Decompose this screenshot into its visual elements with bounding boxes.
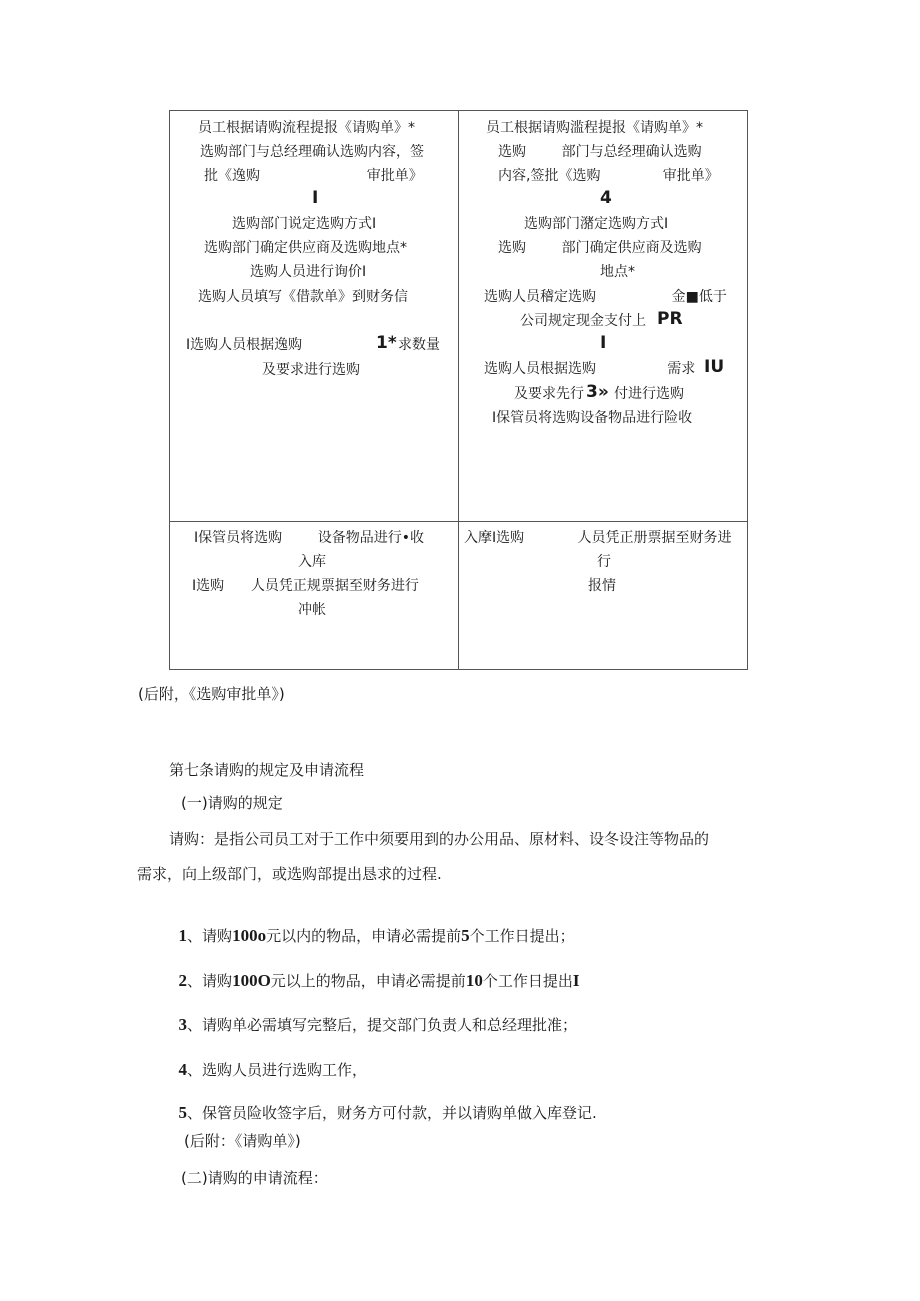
- section-title: (二)请购的申请流程：: [181, 1169, 328, 1187]
- flow-step: 及要求先行: [514, 386, 584, 402]
- flow-step: I选购 人员凭正规票据至财务进行: [192, 578, 419, 594]
- flow-step: 选购部门确定供应商及选购地点*: [204, 240, 407, 256]
- flow-step: 地点*: [600, 264, 635, 280]
- flow-step: 求数量: [398, 337, 440, 353]
- flow-step: 选购人员进行询价I: [250, 264, 367, 280]
- flow-step: I保管员将选购设备物品进行险收: [492, 410, 693, 426]
- flow-step: 员工根据请购流程提报《请购单》*: [198, 120, 415, 136]
- flow-step: 选购 部门确定供应商及选购: [498, 240, 702, 256]
- flow-step: 报情: [588, 578, 616, 594]
- procurement-flow-table: [169, 110, 748, 670]
- list-item: 5、保管员险收签字后，财务方可付款，并以请购单做入库登记.: [178, 1103, 597, 1122]
- flow-arrow: I: [312, 188, 319, 208]
- flow-step: 选购部门说定选购方式I: [232, 216, 377, 232]
- flow-arrow: 4: [600, 188, 612, 208]
- section-title: (一)请购的规定: [181, 794, 283, 812]
- flow-step: 选购部门与总经理确认选购内容，签: [200, 144, 424, 160]
- flow-marker: 1*: [376, 333, 397, 353]
- flow-step: I保管员将选购 设备物品进行•收: [194, 530, 424, 546]
- flow-step: 选购人员稽定选购 金■低于: [484, 289, 727, 305]
- flow-marker: PR: [657, 309, 683, 329]
- flow-step: 入库: [298, 554, 326, 570]
- flow-step: 行: [597, 554, 611, 570]
- flow-step: 及要求进行选购: [262, 362, 360, 378]
- definition-text: 需求，向上级部门，或选购部提出恳求的过程.: [137, 865, 442, 883]
- flow-marker: IU: [704, 357, 725, 377]
- column-divider: [458, 111, 459, 669]
- flow-step: 员工根据请购滥程提报《请购单》*: [486, 120, 703, 136]
- flow-step: I选购人员根据逸购: [186, 337, 303, 353]
- flow-step: 选购 部门与总经理确认选购: [498, 144, 702, 160]
- definition-text: 请购：是指公司员工对于工作中须要用到的办公用品、原材料、设冬设注等物品的: [169, 830, 710, 848]
- flow-step: 内容,签批《选购 审批单》: [498, 168, 719, 184]
- row-divider: [170, 521, 747, 522]
- list-item: 1、请购100o元以内的物品，申请必需提前5个工作日提出；: [178, 926, 575, 945]
- attachment-note: (后附，《选购审批单》): [138, 685, 285, 703]
- list-item: 4、选购人员进行选购工作，: [178, 1060, 368, 1079]
- flow-step: 公司规定现金支付上: [520, 313, 646, 329]
- flow-step: 冲帐: [298, 602, 326, 618]
- flow-step: 选购部门潴定选购方式I: [524, 216, 669, 232]
- flow-step: 选购人员填写《借款单》到财务信: [198, 289, 408, 305]
- flow-arrow: I: [600, 333, 607, 353]
- flow-step: 入摩I选购 人员凭正册票据至财务进: [464, 530, 732, 546]
- article-title: 第七条请购的规定及申请流程: [169, 761, 365, 779]
- flow-marker: 3»: [586, 382, 609, 402]
- flow-step: 选购人员根据选购 需求: [484, 361, 696, 377]
- list-item: 2、请购100O元以上的物品，申请必需提前10个工作日提出I: [178, 971, 580, 990]
- attachment-note: (后附：《请购单》): [184, 1132, 301, 1150]
- list-item: 3、请购单必需填写完整后，提交部门负责人和总经理批准；: [178, 1015, 578, 1034]
- flow-step: 批《逸购 审批单》: [204, 168, 423, 184]
- flow-step: 付进行选购: [614, 386, 684, 402]
